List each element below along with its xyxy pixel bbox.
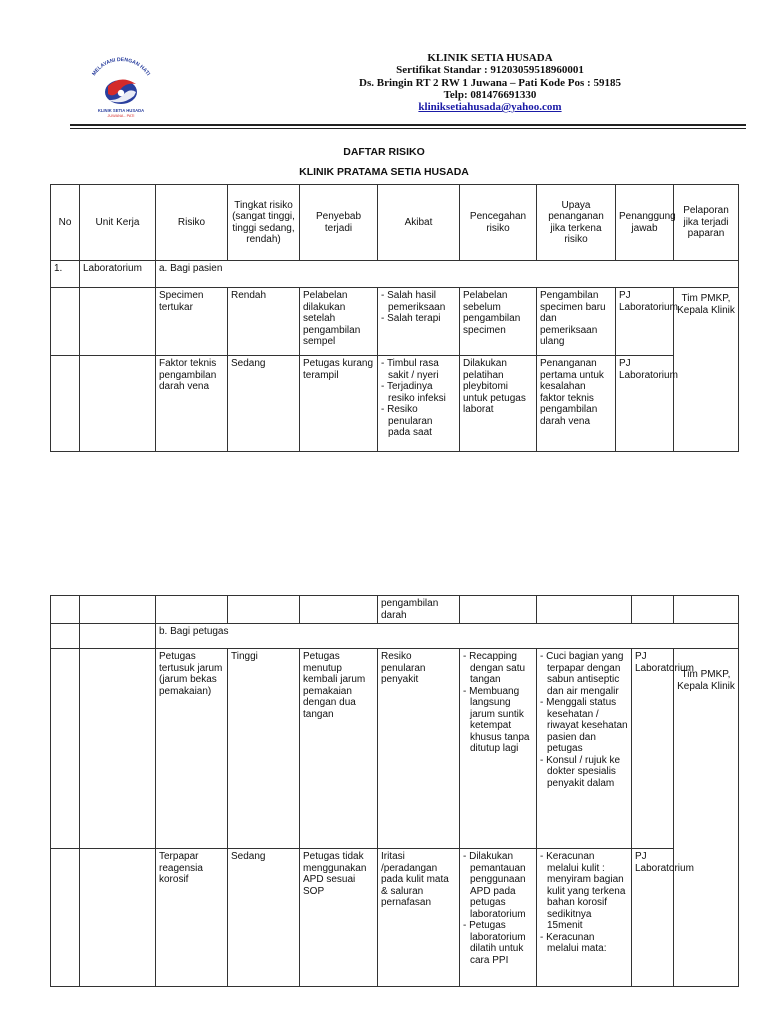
row-number: 1. bbox=[51, 261, 80, 288]
col-upaya: Upaya penanganan jika terkena risiko bbox=[537, 185, 616, 261]
tingkat-cell: Rendah bbox=[228, 288, 300, 356]
upaya-cell bbox=[537, 649, 632, 849]
address-line: Ds. Bringin RT 2 RW 1 Juwana – Pati Kode Pos : 59185 bbox=[359, 76, 621, 89]
penyebab-cell: Pelabelan dilakukan setelah pengambilan sempel bbox=[300, 288, 378, 356]
pencegahan-cell: Pelabelan sebelum pengambilan specimen bbox=[460, 288, 537, 356]
akibat-continued: pengambilan darah bbox=[378, 596, 460, 624]
clinic-logo bbox=[78, 52, 164, 120]
letterhead bbox=[320, 52, 660, 113]
clinic-name: KLINIK SETIA HUSADA bbox=[427, 52, 553, 64]
svg-text:KLINIK SETIA HUSADA: KLINIK SETIA HUSADA bbox=[97, 108, 145, 113]
section-label: a. Bagi pasien bbox=[156, 261, 739, 288]
certificate-line: Sertifikat Standar : 91203059518960001 bbox=[396, 64, 584, 77]
doc-subtitle: KLINIK PRATAMA SETIA HUSADA bbox=[299, 166, 469, 178]
header-rule-thin bbox=[70, 128, 746, 129]
col-pencegahan: Pencegahan risiko bbox=[460, 185, 537, 261]
risiko-cell: Faktor teknis pengambilan darah vena bbox=[156, 356, 228, 452]
list-item: - Recapping dengan satu tangan bbox=[463, 651, 533, 686]
table-row bbox=[51, 624, 739, 649]
penyebab-cell: Petugas menutup kembali jarum pemakaian dengan dua tangan bbox=[300, 649, 378, 849]
col-penyebab: Penyebab terjadi bbox=[300, 185, 378, 261]
col-pelaporan: Pelaporan jika terjadi paparan bbox=[674, 185, 739, 261]
tingkat-cell: Tinggi bbox=[228, 649, 300, 849]
tingkat-cell: Sedang bbox=[228, 356, 300, 452]
svg-text:JUWANA - PATI: JUWANA - PATI bbox=[107, 114, 135, 118]
pj-cell: PJ Laboratorium bbox=[632, 649, 674, 849]
upaya-cell: Pengambilan specimen baru dan pemeriksaan ulang bbox=[537, 288, 616, 356]
unit-cell: Laboratorium bbox=[80, 261, 156, 288]
list-item: - Keracunan melalui kulit : menyiram bagian kulit yang terkena bahan korosif sedikitnya 15menit bbox=[540, 851, 628, 932]
list-item: - Salah hasil pemeriksaan bbox=[381, 290, 456, 313]
pj-cell: PJ Laboratorium bbox=[616, 288, 674, 356]
col-risiko: Risiko bbox=[156, 185, 228, 261]
list-item: - Petugas laboratorium dilatih untuk cara PPI bbox=[463, 920, 533, 966]
table-row bbox=[51, 261, 739, 288]
list-item: - Membuang langsung jarum suntik ketempat khusus tanpa ditutup lagi bbox=[463, 686, 533, 755]
list-item: - Cuci bagian yang terpapar dengan sabun antiseptic dan air mengalir bbox=[540, 651, 628, 697]
pencegahan-cell bbox=[460, 849, 537, 987]
col-unit: Unit Kerja bbox=[80, 185, 156, 261]
list-item: - Dilakukan pemantauan penggunaan APD pada petugas laboratorium bbox=[463, 851, 533, 920]
doc-title: DAFTAR RISIKO bbox=[343, 146, 425, 158]
col-no: No bbox=[51, 185, 80, 261]
penyebab-cell: Petugas kurang terampil bbox=[300, 356, 378, 452]
header-row bbox=[51, 185, 739, 261]
risiko-cell: Specimen tertukar bbox=[156, 288, 228, 356]
col-tingkat: Tingkat risiko (sangat tinggi, tinggi sedang, rendah) bbox=[228, 185, 300, 261]
table-row bbox=[51, 288, 739, 356]
risk-table-page2 bbox=[50, 595, 739, 987]
col-pj: Penanggung jawab bbox=[616, 185, 674, 261]
risiko-cell: Petugas tertusuk jarum (jarum bekas pemakaian) bbox=[156, 649, 228, 849]
penyebab-cell: Petugas tidak menggunakan APD sesuai SOP bbox=[300, 849, 378, 987]
akibat-cell: Iritasi /peradangan pada kulit mata & saluran pernafasan bbox=[378, 849, 460, 987]
table-row bbox=[51, 596, 739, 624]
list-item: - Terjadinya resiko infeksi bbox=[381, 381, 456, 404]
col-akibat: Akibat bbox=[378, 185, 460, 261]
tingkat-cell: Sedang bbox=[228, 849, 300, 987]
list-item: - Konsul / rujuk ke dokter spesialis penyakit dalam bbox=[540, 755, 628, 790]
list-item: - Salah terapi bbox=[381, 313, 456, 325]
list-item: - Timbul rasa sakit / nyeri bbox=[381, 358, 456, 381]
email-link[interactable]: kliniksetiahusada@yahoo.com bbox=[418, 101, 562, 114]
risiko-cell: Terpapar reagensia korosif bbox=[156, 849, 228, 987]
akibat-cell bbox=[378, 288, 460, 356]
pelaporan-cell: Tim PMKP, Kepala Klinik bbox=[674, 288, 739, 452]
upaya-cell: Penanganan pertama untuk kesalahan faktor teknis pengambilan darah vena bbox=[537, 356, 616, 452]
pelaporan-cell: Tim PMKP, Kepala Klinik bbox=[674, 649, 739, 987]
table-row bbox=[51, 849, 739, 987]
phone-line: Telp: 081476691330 bbox=[443, 88, 537, 101]
list-item: - Resiko penularan pada saat bbox=[381, 404, 456, 439]
table-row bbox=[51, 649, 739, 849]
risk-table-page1 bbox=[50, 184, 739, 452]
upaya-cell bbox=[537, 849, 632, 987]
list-item: - Menggali status kesehatan / riwayat kesehatan pasien dan petugas bbox=[540, 697, 628, 755]
pj-cell: PJ Laboratorium bbox=[616, 356, 674, 452]
akibat-cell: Resiko penularan penyakit bbox=[378, 649, 460, 849]
svg-text:MELAYANI DENGAN HATI: MELAYANI DENGAN HATI bbox=[91, 56, 151, 77]
table-row bbox=[51, 356, 739, 452]
section-label: b. Bagi petugas bbox=[156, 624, 739, 649]
pencegahan-cell bbox=[460, 649, 537, 849]
list-item: - Keracunan melalui mata: bbox=[540, 932, 628, 955]
akibat-cell bbox=[378, 356, 460, 452]
pj-cell: PJ Laboratorium bbox=[632, 849, 674, 987]
header-rule bbox=[70, 124, 746, 126]
pencegahan-cell: Dilakukan pelatihan pleybitomi untuk petugas laborat bbox=[460, 356, 537, 452]
